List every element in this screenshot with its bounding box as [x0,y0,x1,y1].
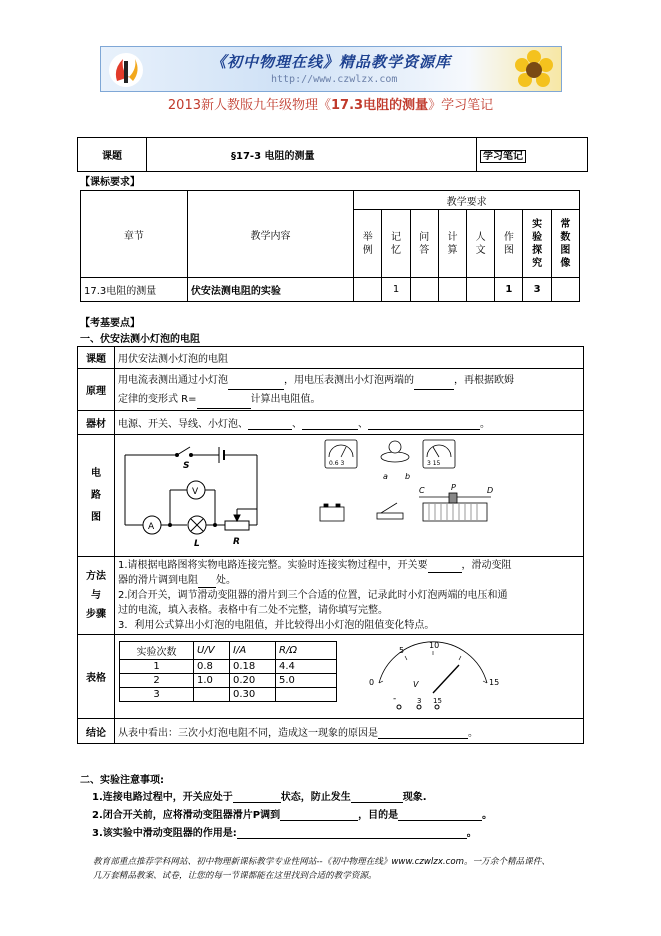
data-table [119,641,337,702]
key-points-heading: 【考基要点】 [80,318,140,329]
blank-field[interactable] [280,811,358,821]
equipment-label: 器材 [78,411,115,435]
row-val [354,278,382,302]
dial-terminal: 15 [433,696,442,705]
method-text: 1.请根据电路图将实物电路连接完整。实验时连接实物过程中，开关要 ，滑动变阻 器的滑片调到电阻 处。 2.闭合开关，调节滑动变阻器的滑片到三个合适的位置，记录此时小灯泡两端的电压和通 过的电流，填入表格。表格中有二处不完整，请你填写完整。 3．利用公式算出小灯泡的电阻值，并比较得出小灯泡的阻值变化特点。 [115,557,584,635]
table-row: 2 1.0 0.20 5.0 [120,673,337,687]
blank-field[interactable] [398,811,482,821]
conclusion-label: 结论 [78,719,115,744]
header-label: 课题 [78,138,147,172]
sub-col: 人文 [467,210,495,278]
col-content: 教学内容 [187,191,353,278]
note-2: 2.闭合开关前，应将滑动变阻器滑片P调到 ，目的是 。 [92,810,493,821]
label-a: A [148,522,155,532]
label-b-terminal: b [405,472,411,481]
note-1: 1.连接电路过程中，开关应处于 状态，防止发生 现象. [92,792,427,803]
blank-field[interactable] [351,793,403,803]
data-header: I/A [230,641,276,659]
diagram-label: 电 路 图 [78,435,115,557]
row-val [438,278,466,302]
equipment-text: 电源、开关、导线、小灯泡、 、 、 。 [115,411,584,435]
voltmeter-terminals: 3 15 [427,460,441,467]
blank-field[interactable] [414,380,454,390]
standards-heading: 【课标要求】 [80,177,140,188]
row-chapter: 17.3电阻的测量 [81,278,188,302]
col-chapter: 章节 [81,191,188,278]
banner-url[interactable]: http://www.czwlzx.com [271,74,398,85]
diagram-cell [115,435,584,557]
switch-icon [377,513,403,519]
principle-text: 用电流表测出通过小灯泡 ，用电压表测出小灯泡两端的 ，再根据欧姆 定律的变形式 R= 计算出电阻值。 [115,369,584,411]
header-note: 学习笔记 [477,138,588,172]
table-row: 1 0.8 0.18 4.4 [120,659,337,673]
experiment-table [77,346,584,744]
blank-field[interactable] [378,729,468,739]
label-s: S [183,461,190,471]
sub-col: 实验探究 [523,210,551,278]
footer-note: 教育部重点推荐学科网站、初中物理新课标教学专业性网站--《初中物理在线》www.czwlzx.com。一万余个精品课件、 几万套精品教案、试卷，让您的每一节课都能在这里找到合适的教学资源。 [93,857,550,881]
row-val [551,278,579,302]
row-val: 1 [495,278,523,302]
dial-terminal: 3 [417,696,422,705]
header-topic: §17-3 电阻的测量 [147,138,477,172]
blank-field[interactable] [237,829,467,839]
blank-field[interactable] [233,793,281,803]
blank-field[interactable] [228,380,284,390]
part2-heading: 二、实验注意事项: [80,775,164,786]
conclusion-text: 从表中看出：三次小灯泡电阻不同，造成这一现象的原因是 。 [115,719,584,744]
label-v: V [192,487,199,497]
sub-col: 问答 [410,210,438,278]
header-table [77,137,588,172]
dial-tick: 5 [399,645,405,655]
dial-terminal: - [393,693,397,704]
sunflower-icon [513,49,555,91]
principle-label: 原理 [78,369,115,411]
label-r: R [233,537,240,547]
dial-tick: 10 [429,640,440,650]
row-val [467,278,495,302]
data-header: U/V [194,641,230,659]
blank-field[interactable] [302,420,358,430]
label-p: P [451,483,456,492]
sub-col: 举例 [354,210,382,278]
table-label: 表格 [78,635,115,719]
table-cell [115,635,584,719]
document-title: 2013新人教版九年级物理《17.3电阻的测量》学习笔记 [167,98,494,113]
method-label: 方法 与 步骤 [78,557,115,635]
blank-field[interactable] [198,578,216,588]
sub-col: 计算 [438,210,466,278]
lamp-icon [381,452,409,462]
row-val: 1 [382,278,410,302]
note-3: 3.该实验中滑动变阻器的作用是: 。 [92,828,477,839]
rheostat-icon [423,503,487,521]
standards-table [80,190,580,302]
needle [433,665,459,693]
blank-field[interactable] [276,687,337,701]
col-requirement: 教学要求 [354,191,580,210]
banner-title: 《初中物理在线》精品教学资源库 [211,53,452,71]
blank-field[interactable] [197,399,251,409]
site-logo-icon [107,51,145,89]
dial-tick: 15 [489,677,500,687]
sub-col: 记忆 [382,210,410,278]
part1-heading: 一、伏安法测小灯泡的电阻 [80,334,200,345]
data-header: R/Ω [276,641,337,659]
label-d: D [487,486,494,495]
sub-col: 作图 [495,210,523,278]
topic-text: 用伏安法测小灯泡的电阻 [115,347,584,369]
blank-field[interactable] [194,687,230,701]
label-a-terminal: a [383,472,388,481]
battery-icon [320,507,344,521]
label-l: L [194,539,200,549]
blank-field[interactable] [428,563,462,573]
row-val [410,278,438,302]
row-val: 3 [523,278,551,302]
dial-unit: V [413,679,419,689]
blank-field[interactable] [368,420,480,430]
topic-label: 课题 [78,347,115,369]
dial-tick: 0 [369,677,375,687]
sub-col: 常数图像 [551,210,579,278]
circuit-diagram [115,435,583,553]
voltmeter-dial [363,641,503,713]
label-c: C [419,486,425,495]
ammeter-terminals: 0.6 3 [329,460,345,467]
table-row: 3 0.30 [120,687,337,701]
data-header: 实验次数 [120,641,194,659]
row-content: 伏安法测电阻的实验 [187,278,353,302]
blank-field[interactable] [248,420,292,430]
site-banner [100,46,562,92]
